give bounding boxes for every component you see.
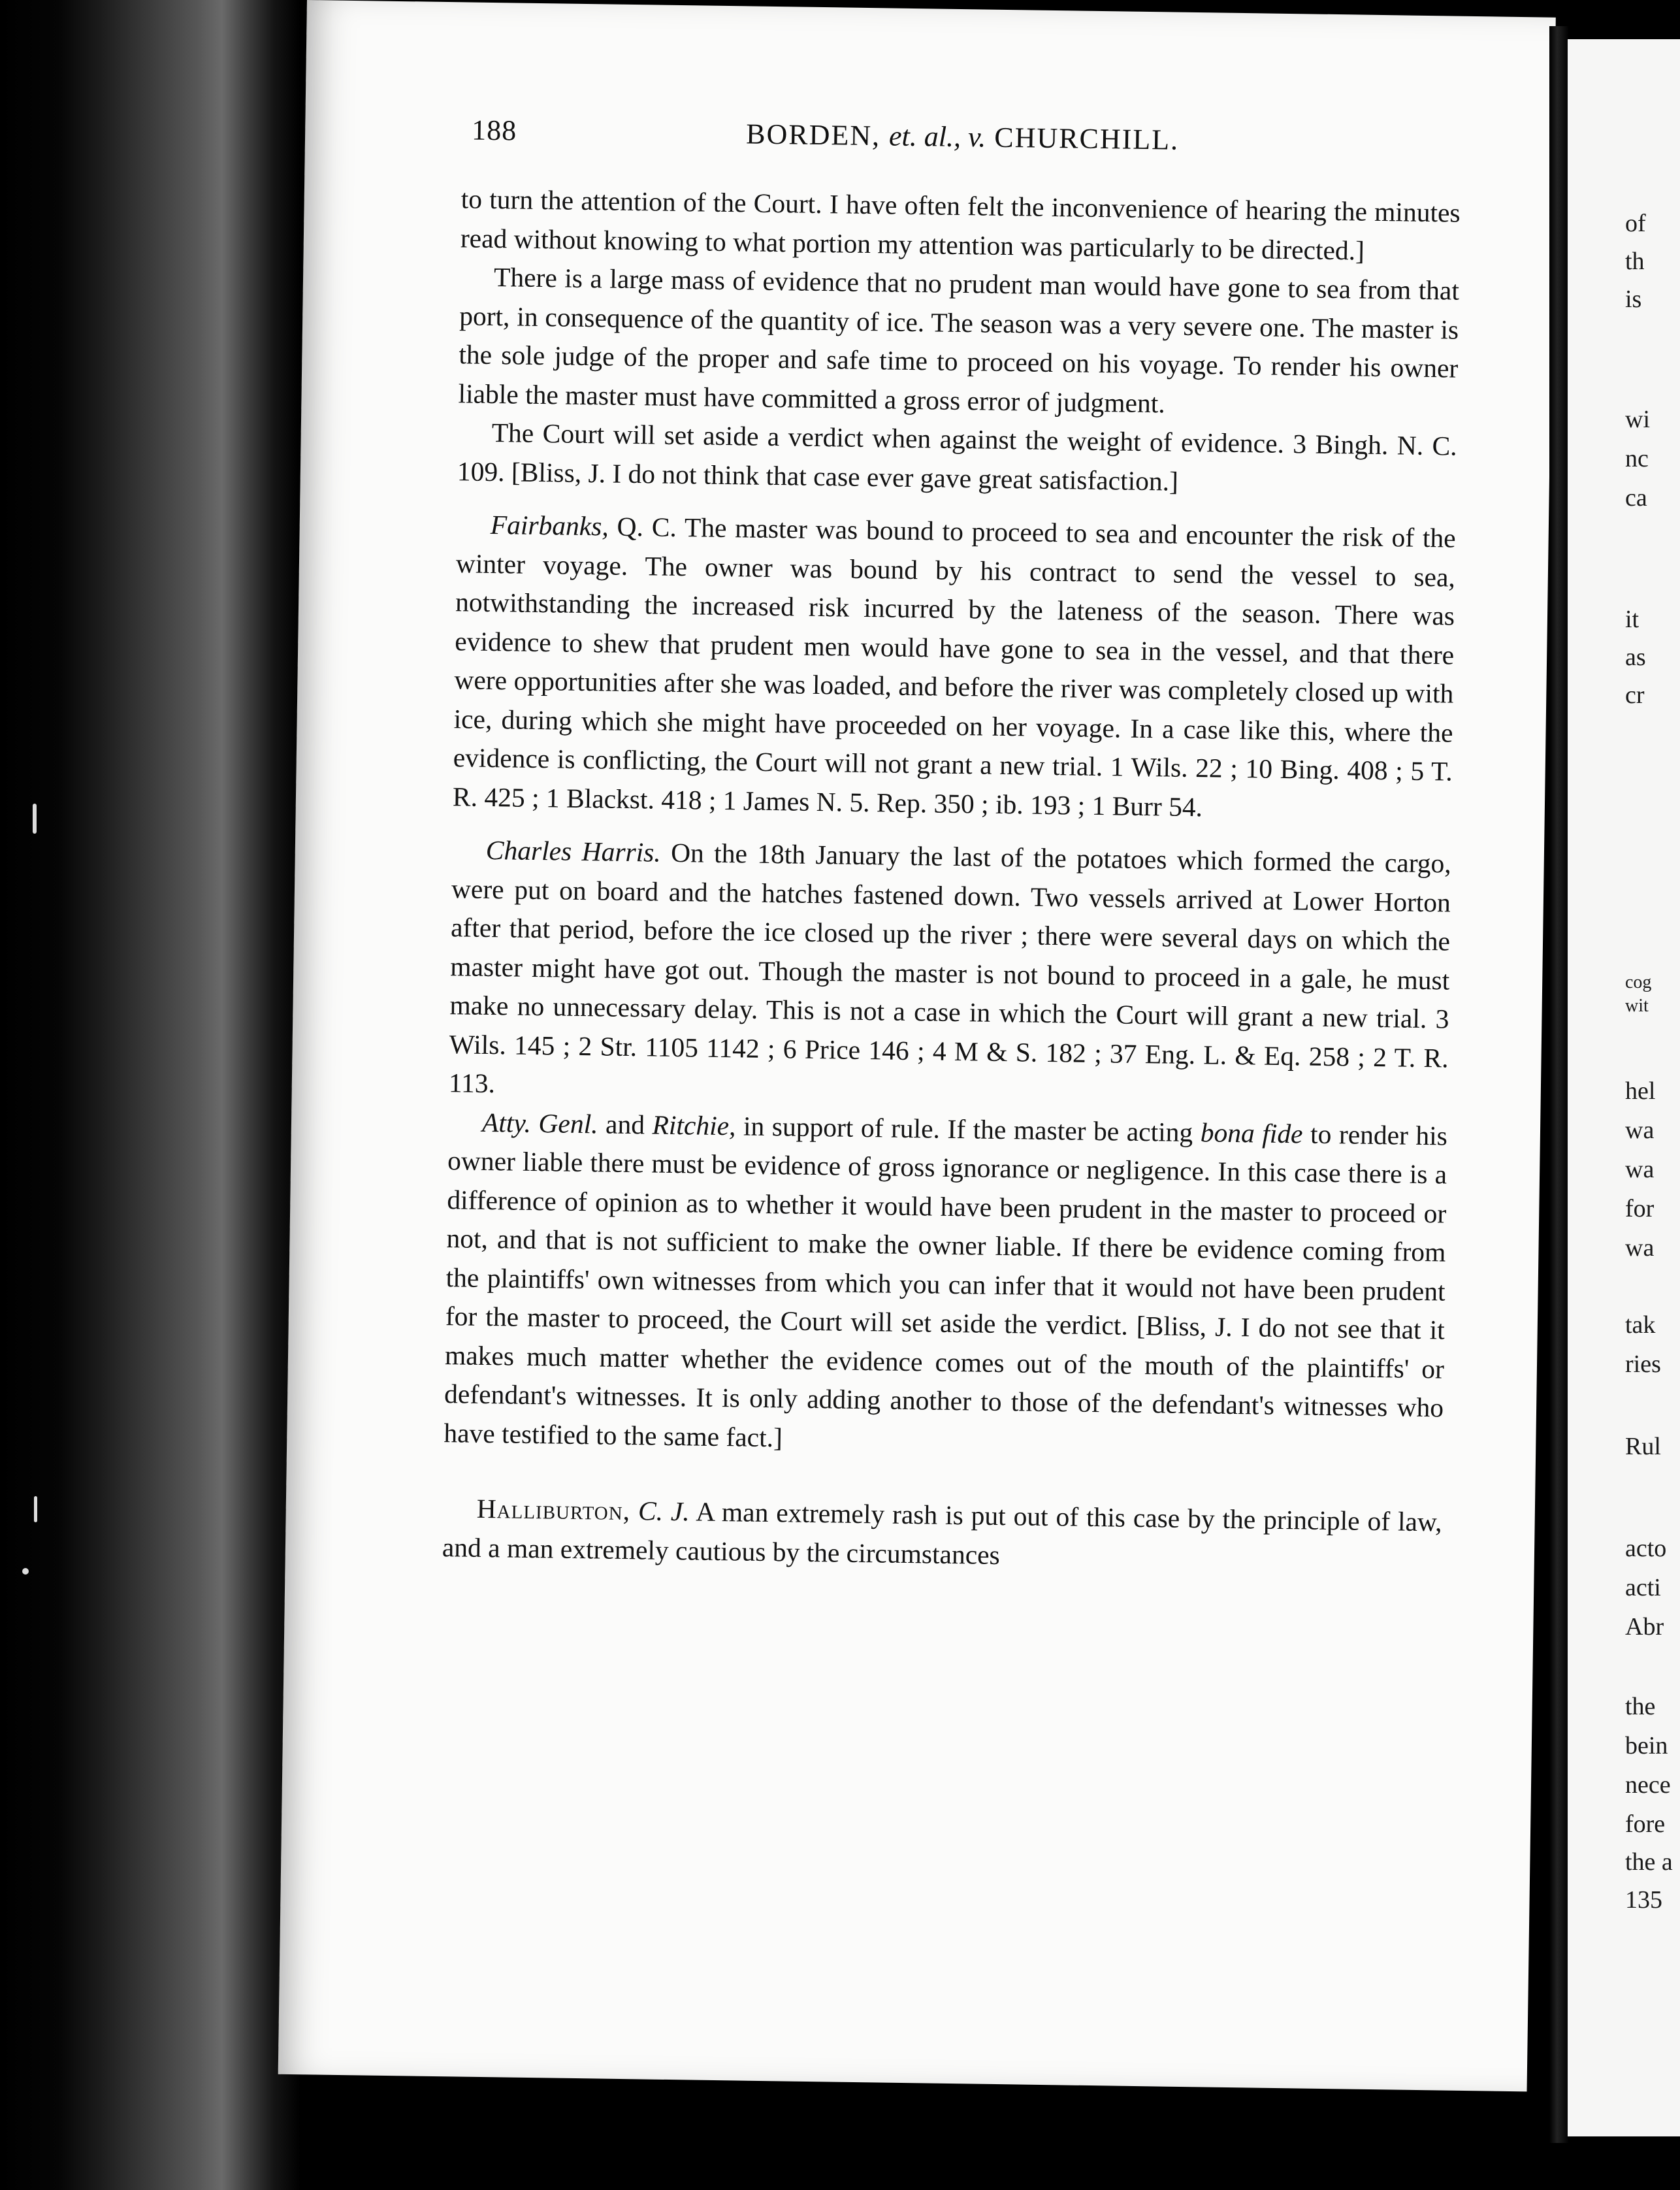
facing-fragment: wa [1625,1117,1655,1144]
paragraph-fairbanks [453,505,1456,830]
judge-title: C. J. [630,1495,690,1527]
paragraph-charles-harris-text: On the 18th January the last of the potatoes which formed the cargo, were put on board and the hatches fastened down. Two vessels arrived at Lower Horton after that period, before the ice closed up the river ; there were several days on which the master might have got out. Though the master is not bound to proceed in a gale, he must make no unnecessary delay. This is not a case in which the Court will grant a new trial. 3 Wils. 145 ; 2 Str. 1105 1142 ; 6 Price 146 ; 4 M & S. 182 ; 37 Eng. L. & Eq. 258 ; 2 T. R. 113. [448,837,1452,1099]
phrase-bona-fide: bona fide [1200,1117,1303,1149]
facing-fragment: Abr [1625,1613,1664,1641]
counsel-name-fairbanks: Fairbanks, [490,510,609,542]
running-head-end: CHURCHILL. [985,121,1180,156]
facing-fragment: Rul [1625,1433,1661,1460]
facing-fragment: bein [1625,1732,1668,1759]
paragraph-fairbanks-text: Q. C. The master was bound to proceed to sea and encounter the risk of the winter voyage. The owner was bound by his contract to send the vessel to sea, notwithstanding the increased risk incurred by the lateness of the season. There was evidence to shew that prudent men would have gone to sea in the vessel, and that there were opportunities after she was loaded, and before the river was completely closed up with ice, during which she might have proceeded on her voyage. In a case like this, where the evidence is conflicting, the Court will not grant a new trial. 1 Wils. 22 ; 10 Bing. 408 ; 5 T. R. 425 ; 1 Blackst. 418 ; 1 James N. 5. Rep. 350 ; ib. 193 ; 1 Burr 54. [452,511,1456,822]
gutter-scan-mark [22,1568,29,1575]
scan-edge-marks [1640,0,1680,26]
facing-fragment: nece [1625,1771,1671,1799]
facing-fragment: cr [1625,681,1645,709]
paragraph-continued: to turn the attention of the Court. I have often felt the inconvenience of hearing the minutes read without knowing to what portion my attention was particularly to be directed.] [460,184,1461,266]
facing-fragment: 135 [1625,1886,1662,1914]
facing-fragment: acti [1625,1574,1661,1601]
paragraph-set-aside-verdict: The Court will set aside a verdict when against the weight of evidence. 3 Bingh. N. C. 109. [Bliss, J. I do not think that case ever gave great satisfaction.] [457,417,1457,497]
facing-fragment: the a [1625,1848,1673,1876]
witness-name-charles-harris: Charles Harris. [485,834,662,868]
running-head [746,117,1180,156]
facing-fragment: tak [1625,1311,1656,1339]
paragraph-halliburton-text: A man extremely rash is put out of this case by the principle of law, and a man extremely cautious by the circumstances [442,1496,1442,1570]
counsel-name-ritchie: Ritchie, [652,1109,736,1141]
running-head-start: BORDEN, [745,118,890,152]
paragraph-evidence-of-ice: There is a large mass of evidence that no prudent man would have gone to sea from that port, in consequence of the quantity of ice. The season was a very severe one. The master is the sole judge of the proper and safe time to proceed on his voyage. To render his owner liable the master must have committed a gross error of judgment. [458,262,1460,418]
paragraph-halliburton [442,1489,1443,1580]
facing-fragment: wit [1625,996,1649,1016]
facing-fragment: fore [1625,1810,1666,1838]
facing-fragment: of [1625,210,1646,237]
book-gutter-shadow [0,0,314,2190]
facing-page-edge [1549,26,1569,2143]
paragraph-atty-genl-text-2: to render his owner liable there must be evidence of gross ignorance or negligence. In this case there is a difference of opinion as to whether it would have been prudent in the master to proceed or not, and that is not sufficient to make the owner liable. If there be evidence coming from the plaintiffs' own witnesses from which you can infer that it would not have been prudent for the master to proceed, the Court will set aside the verdict. [Bliss, J. I do not see that it makes much matter whether the evidence comes out of the mouth of the plaintiffs' or defendant's witnesses. It is only adding another to those of the defendant's witnesses who have testified to the same fact.] [444,1118,1448,1452]
page-header [472,114,1596,175]
facing-fragment: wi [1625,406,1650,433]
facing-fragment: ca [1625,484,1647,512]
paragraph-atty-genl [444,1103,1447,1467]
facing-fragment: wa [1625,1156,1655,1183]
facing-fragment: cog [1625,972,1652,992]
facing-fragment: for [1625,1195,1655,1222]
running-head-italic: et. al., v. [888,120,986,154]
gutter-scan-mark [33,804,37,834]
facing-fragment: th [1625,248,1645,275]
facing-fragment: it [1625,606,1640,633]
facing-fragment: hel [1625,1077,1656,1105]
facing-fragment: ries [1625,1350,1661,1378]
gutter-scan-mark [34,1496,37,1522]
facing-fragment: is [1625,286,1642,313]
facing-fragment: nc [1625,445,1649,472]
facing-fragment: wa [1625,1234,1655,1262]
facing-fragment: as [1625,644,1646,671]
paragraph-charles-harris [448,830,1451,1117]
paragraph-atty-genl-text-1: in support of rule. If the master be acting [735,1110,1201,1147]
judge-name-halliburton: Halliburton, [476,1493,631,1526]
facing-fragment: acto [1625,1535,1667,1562]
body-text [442,180,1461,1580]
conjunction: and [598,1108,653,1140]
facing-fragment: the [1625,1693,1656,1720]
page-number: 188 [471,114,517,147]
left-page [278,0,1556,2091]
counsel-name-atty-genl: Atty. Genl. [481,1107,598,1139]
